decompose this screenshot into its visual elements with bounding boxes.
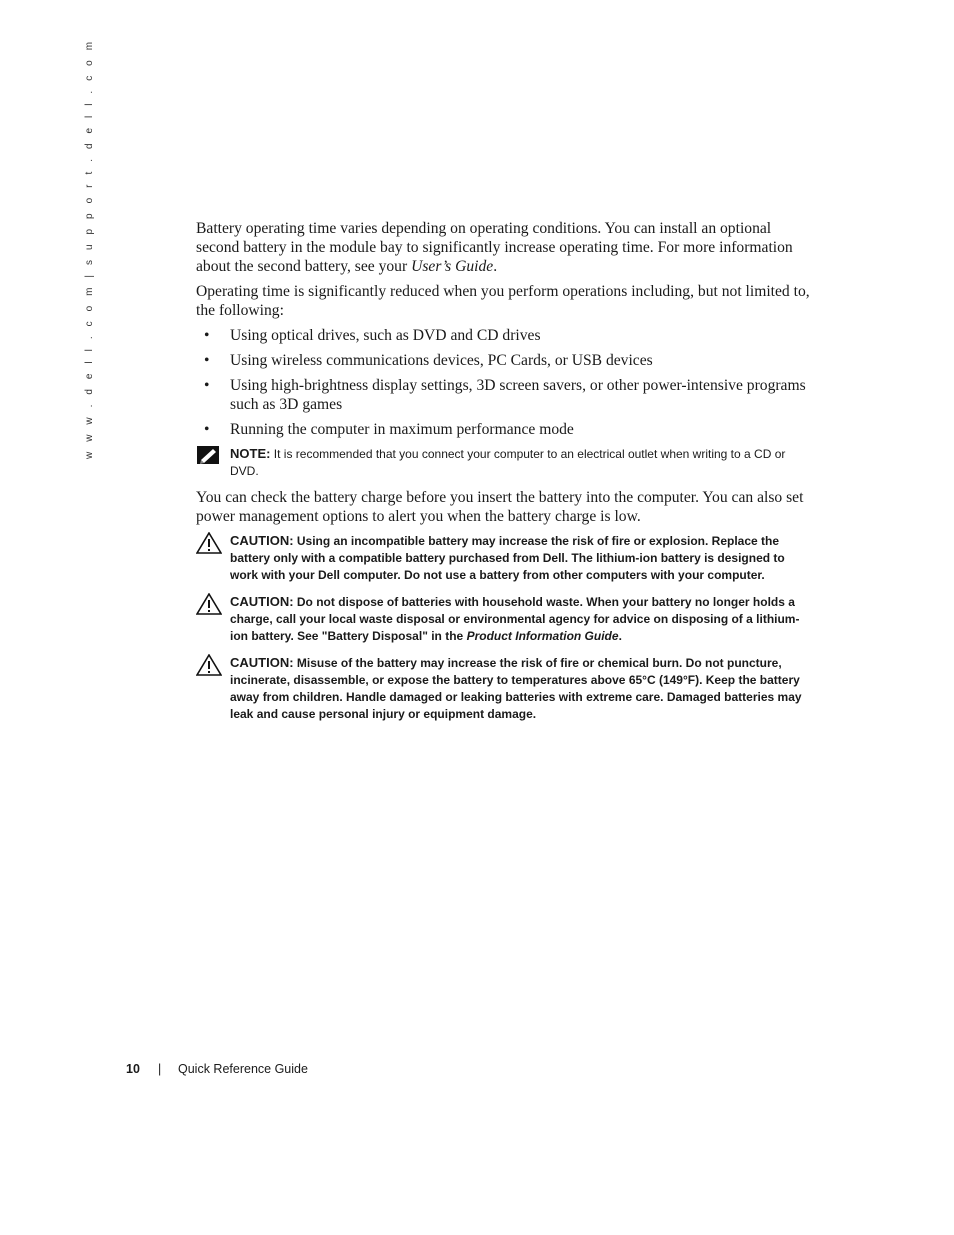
caution-block: CAUTION: Do not dispose of batteries with household waste. When your battery no longer holds a charge, call your local waste disposal or environmental agency for advice on disposing of a lithium-ion battery. See "Battery Disposal" in the Product Information Guide. xyxy=(196,593,814,645)
caution-text: Do not dispose of batteries with household waste. When your battery no longer holds a charge, call your local waste disposal or environmental agency for advice on disposing of a lithium-ion battery. See "Battery Disposal" in the xyxy=(230,595,800,643)
caution-triangle-icon xyxy=(196,654,222,681)
bullet-marker: • xyxy=(204,377,210,394)
list-item: • Using optical drives, such as DVD and CD drives xyxy=(204,327,541,344)
page-number: 10 xyxy=(126,1062,140,1076)
caution-triangle-icon xyxy=(196,532,222,559)
list-item: • Running the computer in maximum performance mode xyxy=(204,421,574,438)
note-block xyxy=(196,445,814,480)
caution-triangle-icon xyxy=(196,593,222,620)
users-guide-reference: User’s Guide xyxy=(411,258,494,275)
caution-label: CAUTION: xyxy=(230,655,294,670)
paragraph-battery-time: Battery operating time varies depending on operating conditions. You can install an optional second battery in the module bay to significantly increase operating time. For more information about the second battery, see your User’s Guide. xyxy=(196,220,793,275)
list-item: • Using high-brightness display settings, 3D screen savers, or other power-intensive programs such as 3D games xyxy=(204,377,806,413)
list-item: • Using wireless communications devices, PC Cards, or USB devices xyxy=(204,352,653,369)
caution-label: CAUTION: xyxy=(230,533,294,548)
caution-label: CAUTION: xyxy=(230,594,294,609)
note-label: NOTE: xyxy=(230,446,271,461)
caution-text: Using an incompatible battery may increase the risk of fire or explosion. Replace the battery only with a compatible battery purchased from Dell. The lithium-ion battery is designed to work with your Dell computer. Do not use a battery from other computers with your computer. xyxy=(230,534,785,582)
note-text: It is recommended that you connect your computer to an electrical outlet when writing to a CD or DVD. xyxy=(230,447,786,478)
paragraph-operating-time: Operating time is significantly reduced when you perform operations including, but not limited to, the following: xyxy=(196,283,810,319)
bullet-marker: • xyxy=(204,421,210,438)
caution-text: Misuse of the battery may increase the risk of fire or chemical burn. Do not puncture, incinerate, disassemble, or expose the battery to temperatures above 65°C (149°F). Keep the battery away from children. Handle damaged or leaking batteries with extreme care. Damaged batteries may leak and cause personal injury or equipment damage. xyxy=(230,656,802,721)
page-content xyxy=(196,219,814,732)
bullet-marker: • xyxy=(204,352,210,369)
bullet-list xyxy=(196,326,814,439)
page-footer xyxy=(126,1062,308,1076)
paragraph-check-charge: You can check the battery charge before you insert the battery into the computer. You can also set power management options to alert you when the battery charge is low. xyxy=(196,489,804,525)
product-info-guide-reference: Product Information Guide xyxy=(466,629,619,643)
caution-block xyxy=(196,532,814,584)
footer-title: Quick Reference Guide xyxy=(178,1062,308,1076)
note-pencil-icon xyxy=(196,445,220,470)
caution-block xyxy=(196,654,814,723)
side-url: w w w . d e l l . c o m | s u p p o r t . d e l l . c o m xyxy=(84,38,95,459)
footer-separator: | xyxy=(158,1062,162,1076)
bullet-marker: • xyxy=(204,327,210,344)
